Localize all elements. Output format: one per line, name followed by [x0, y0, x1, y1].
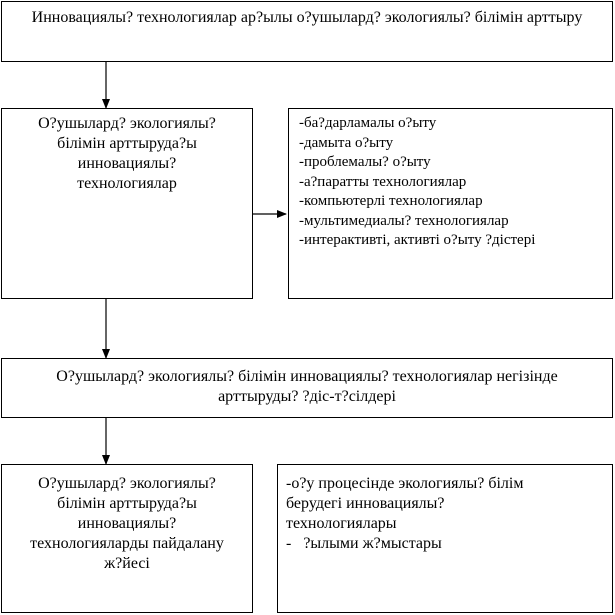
right-box-2-line: -о?у процесінде экологиялы? білім: [286, 475, 524, 492]
right-box-technology-list: [288, 108, 613, 299]
left-box-2-line: О?ушылард? экологиялы?: [38, 475, 216, 492]
technology-list-item: -интерактивті, активті о?ыту ?дістері: [299, 232, 536, 248]
technology-list-item: -мультимедиалы? технологиялар: [299, 212, 509, 229]
technology-list-item: -компьютерлі технологиялар: [299, 193, 483, 209]
right-box-2-line: - ?ылыми ж?мыстары: [286, 535, 442, 552]
technology-list-item: -дамыта о?ыту: [299, 134, 394, 151]
left-box-1-line: технологиялар: [77, 175, 177, 192]
technology-list-item: -а?паратты технологиялар: [299, 173, 467, 190]
technology-list-item: -ба?дарламалы о?ыту: [299, 115, 437, 131]
technology-list-item: -проблемалы? о?ыту: [299, 154, 431, 170]
left-box-2-line: инновациялы?: [77, 515, 177, 532]
left-box-1-line: О?ушылард? экологиялы?: [38, 115, 216, 132]
left-box-2-line: білімін арттыруда?ы: [57, 495, 197, 512]
right-box-2-line: берудегі инновациялы?: [286, 495, 445, 512]
left-box-1-line: инновациялы?: [77, 155, 177, 172]
top-box-text: Инновациялы? технологиялар ар?ылы о?ушылард? экологиялы? білімін арттыру: [31, 9, 583, 26]
left-box-1-line: білімін арттыруда?ы: [57, 135, 197, 152]
left-box-innovative-technologies: [1, 108, 253, 299]
right-box-learning-process: [277, 464, 613, 613]
right-box-2-line: технологиялары: [286, 515, 397, 532]
left-box-2-line: технологияларды пайдалану: [30, 535, 224, 552]
middle-box-methods: [1, 358, 613, 418]
middle-box-text: О?ушылард? экологиялы? білімін инновациялы? технологиялар негізінде арттыруды? ?діс-т?сілдері: [56, 368, 558, 405]
left-box-2-line: ж?йесі: [104, 555, 150, 572]
top-box: [1, 1, 613, 62]
left-box-usage-system: [1, 464, 253, 613]
